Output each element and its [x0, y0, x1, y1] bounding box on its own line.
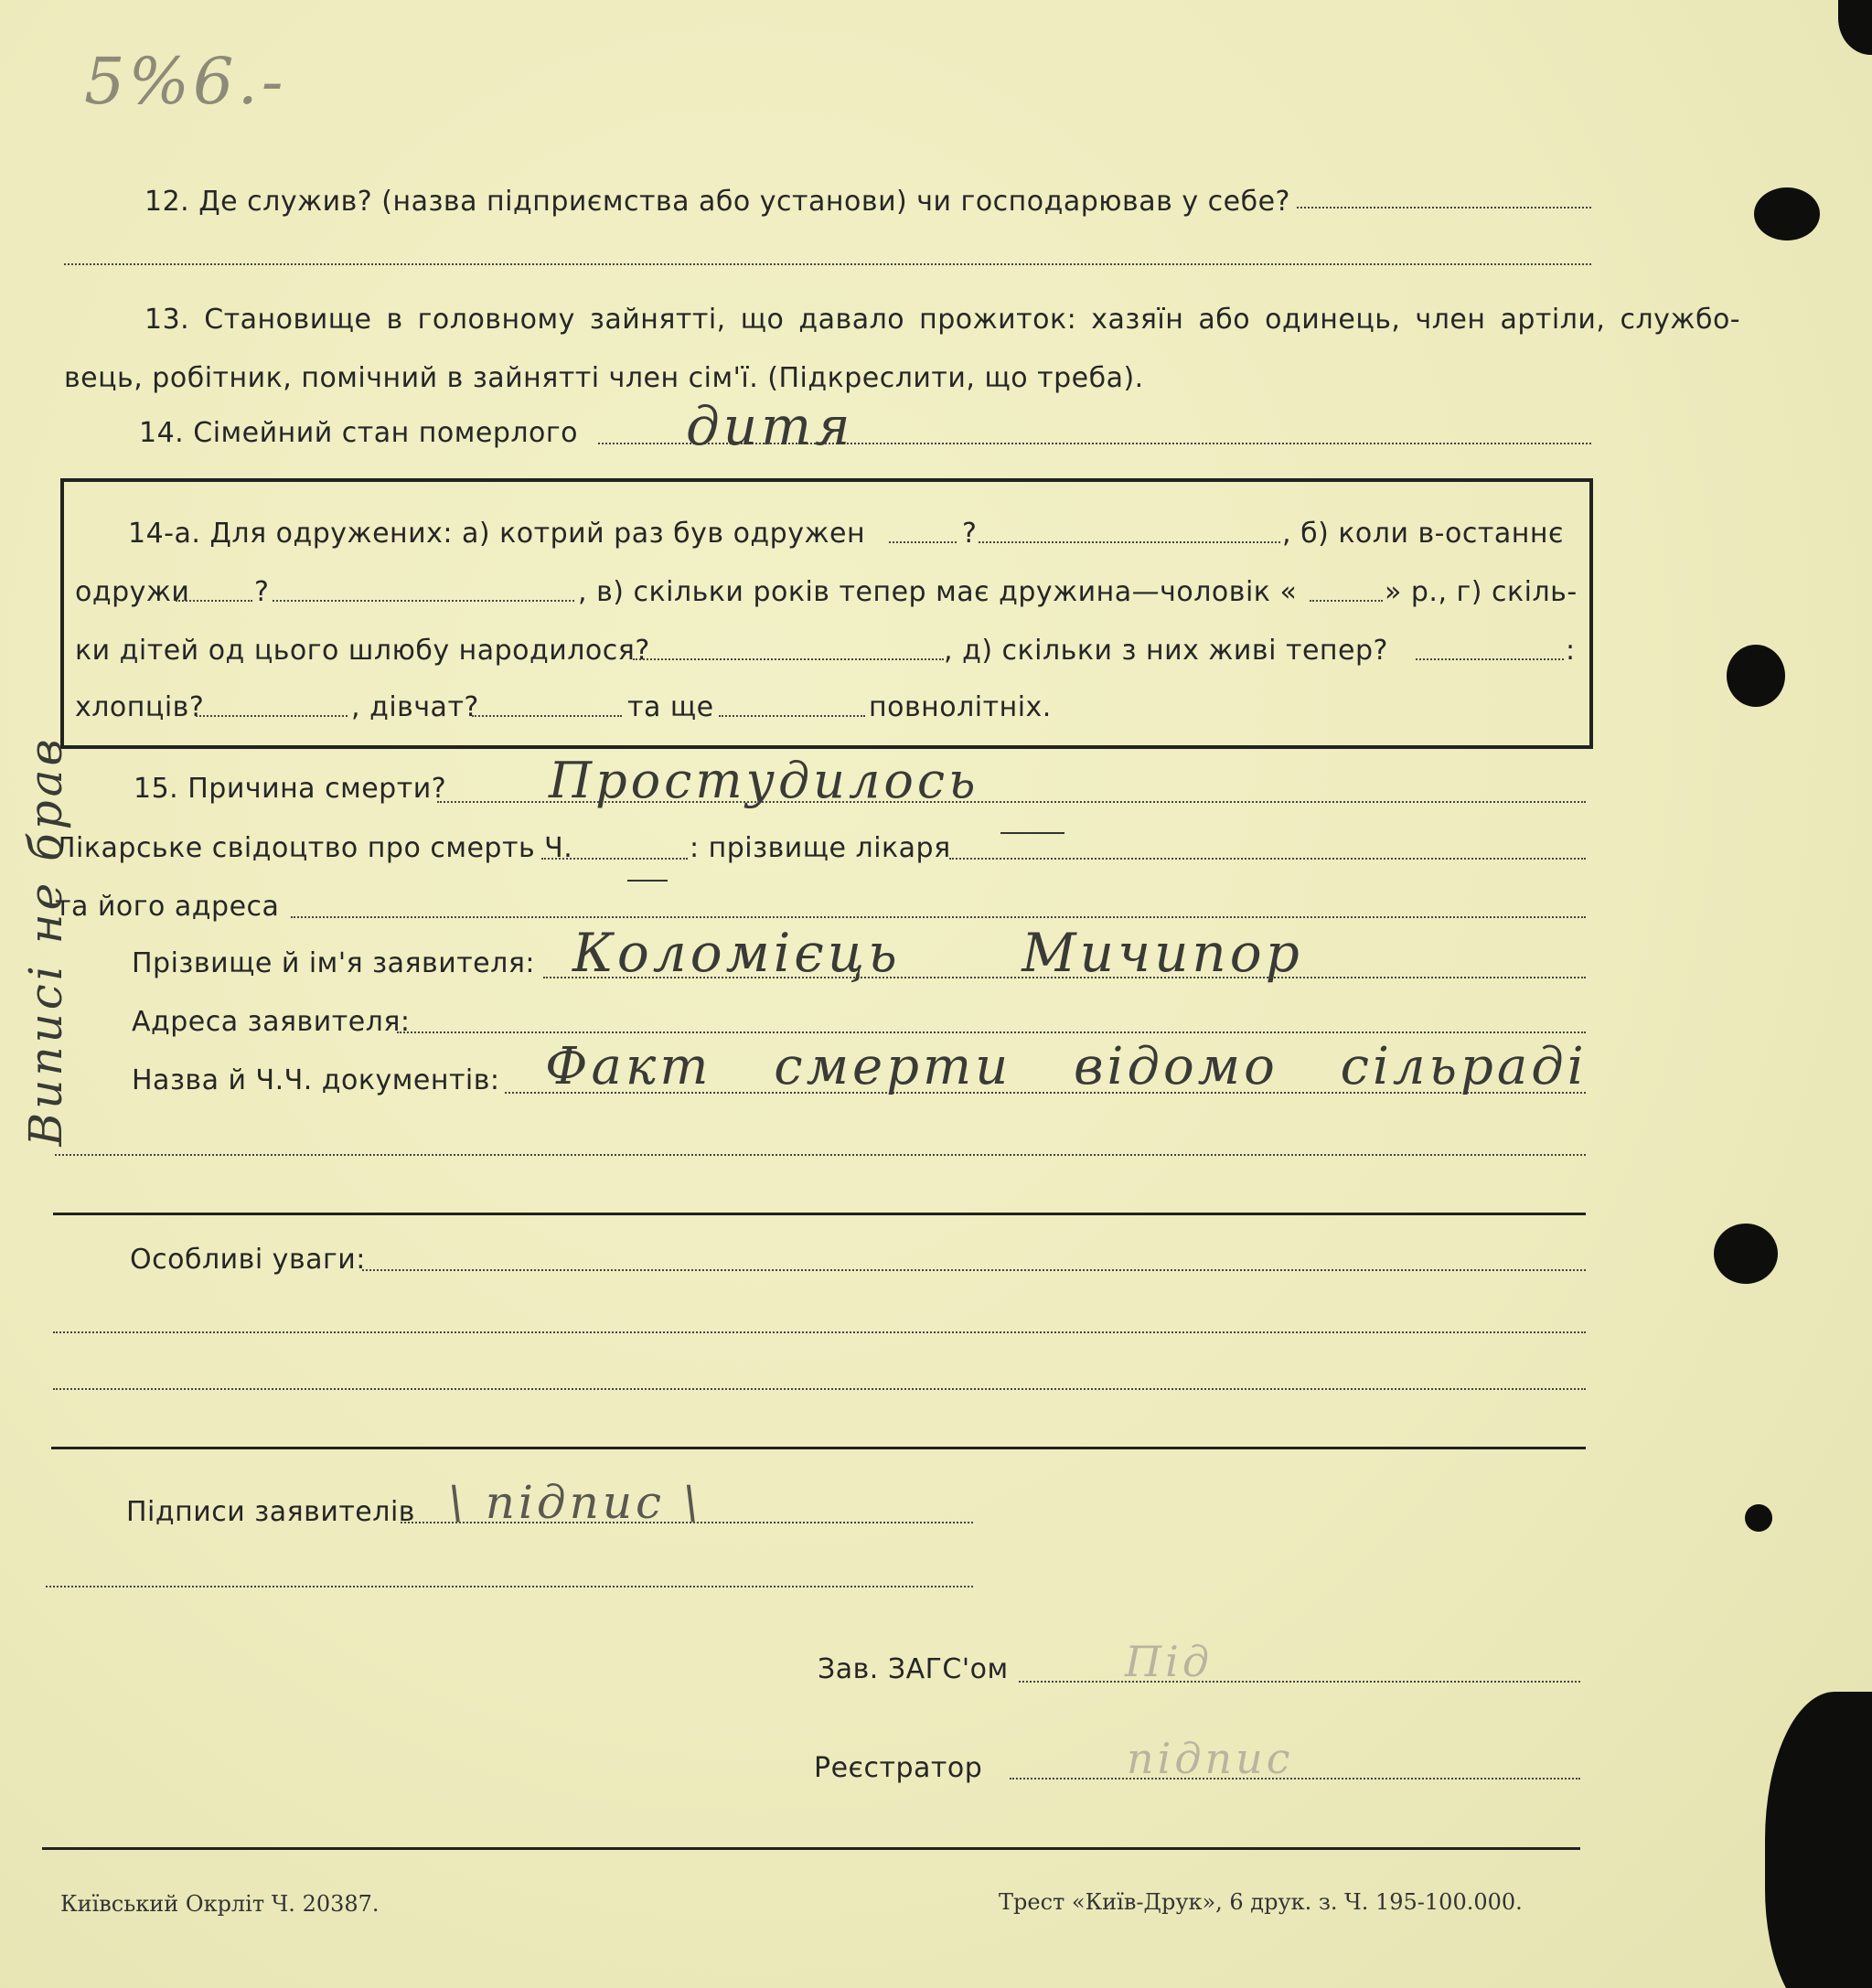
cert-label: Лікарське свідоцтво про смерть Ч. — [55, 832, 573, 864]
q14-value: дитя — [686, 395, 854, 457]
section-divider-1 — [53, 1213, 1586, 1215]
documents-value: Факт смерти відомо сільраді — [545, 1037, 1588, 1096]
box-line2-q: ? — [254, 576, 270, 608]
q14-label: 14. Сімейний стан померлого — [139, 417, 579, 449]
head-dots — [1019, 1681, 1580, 1683]
box-line4-b: , дівчат? — [351, 691, 479, 723]
punch-hole-4 — [1745, 1504, 1772, 1532]
cert-dash-2 — [627, 880, 668, 882]
box-line4-dots1 — [196, 715, 348, 717]
box-line3-dots1 — [633, 658, 944, 660]
box-line4-c: та ще — [627, 691, 714, 723]
head-label: Зав. ЗАГС'ом — [818, 1653, 1009, 1685]
box-line3-c: : — [1566, 635, 1576, 667]
cert-dash — [1000, 832, 1064, 834]
q12-label: 12. Де служив? (назва підприємства або установи) чи господарював у себе? — [144, 186, 1290, 218]
punch-hole-1 — [1754, 187, 1820, 240]
signatures-dots-2 — [46, 1586, 973, 1587]
head-signature: Під — [1125, 1637, 1213, 1686]
box-line1-b: , б) коли в-останнє — [1282, 518, 1564, 550]
address-label: та його адреса — [55, 891, 280, 923]
page-number: 5%6.- — [84, 44, 287, 119]
torn-edge-top — [1838, 0, 1872, 55]
cert-dots — [541, 858, 688, 860]
box-line1-dots2 — [979, 541, 1280, 543]
margin-note: Виписі не брав — [19, 735, 72, 1147]
section-divider-2 — [51, 1447, 1586, 1449]
notes-dots-3 — [53, 1388, 1586, 1390]
registrar-label: Реєстратор — [814, 1752, 983, 1784]
q15-label: 15. Причина смерти? — [134, 773, 447, 805]
documents-label: Назва й Ч.Ч. документів: — [132, 1064, 500, 1096]
box-line3-dots2 — [1416, 658, 1564, 660]
box-line2-dots1 — [176, 600, 252, 602]
documents-dots-2 — [55, 1154, 1586, 1156]
box-line2-a: одружи — [75, 576, 190, 608]
footer-publisher: Київський Окрліт Ч. 20387. — [60, 1891, 380, 1917]
signatures-label: Підписи заявителів — [126, 1496, 415, 1528]
applicant-address-label: Адреса заявителя: — [132, 1006, 411, 1038]
box-line1-dots1 — [889, 541, 957, 543]
torn-edge-bottom — [1765, 1692, 1872, 1988]
box-line2-c: » р., г) скіль- — [1385, 576, 1578, 608]
q13-label-2: вець, робітник, помічний в зайнятті член сім'ї. (Підкреслити, що треба). — [64, 362, 1144, 394]
box-line4-a: хлопців? — [75, 691, 205, 723]
address-dots — [291, 916, 1586, 918]
notes-dots-1 — [362, 1269, 1586, 1271]
notes-dots-2 — [53, 1331, 1586, 1333]
box-line3-a: ки дітей од цього шлюбу народилося? — [75, 635, 650, 667]
bottom-rule — [42, 1847, 1580, 1850]
applicant-address-dots — [397, 1031, 1586, 1033]
box-line2-dots3 — [1310, 600, 1383, 602]
cert-doctor-dots — [949, 858, 1586, 860]
q15-value: Простудилось — [549, 752, 979, 809]
cert-doctor-label: : прізвище лікаря — [690, 832, 951, 864]
box-line2-b: , в) скільки років тепер має дружина—чоловік « — [578, 576, 1298, 608]
registrar-dots — [1010, 1778, 1580, 1780]
box-line1-a: 14-а. Для одружених: а) котрий раз був одружен — [128, 518, 866, 550]
applicant-label: Прізвище й ім'я заявителя: — [132, 947, 535, 979]
punch-hole-3 — [1714, 1224, 1778, 1284]
box-line1-q: ? — [962, 518, 978, 550]
q12-dots — [1297, 207, 1591, 208]
punch-hole-2 — [1727, 645, 1785, 707]
box-line2-dots2 — [273, 600, 574, 602]
signatures-value: \ підпис \ — [448, 1476, 702, 1529]
box-line4-d: повнолітніх. — [869, 691, 1052, 723]
applicant-value: Коломієць Мичипор — [572, 922, 1303, 984]
box-line3-b: , д) скільки з них живі тепер? — [944, 635, 1388, 667]
q13-label-1: 13. Становище в головному зайнятті, що давало прожиток: хазяїн або одинець, член артіли, службо- — [144, 304, 1741, 336]
footer-print-info: Трест «Київ-Друк», 6 друк. з. Ч. 195-100.000. — [999, 1889, 1523, 1915]
registrar-signature: підпис — [1127, 1734, 1294, 1783]
notes-label: Особливі уваги: — [130, 1244, 366, 1276]
box-line4-dots3 — [719, 715, 865, 717]
box-line4-dots2 — [472, 715, 622, 717]
q12-dots-2 — [64, 263, 1591, 265]
